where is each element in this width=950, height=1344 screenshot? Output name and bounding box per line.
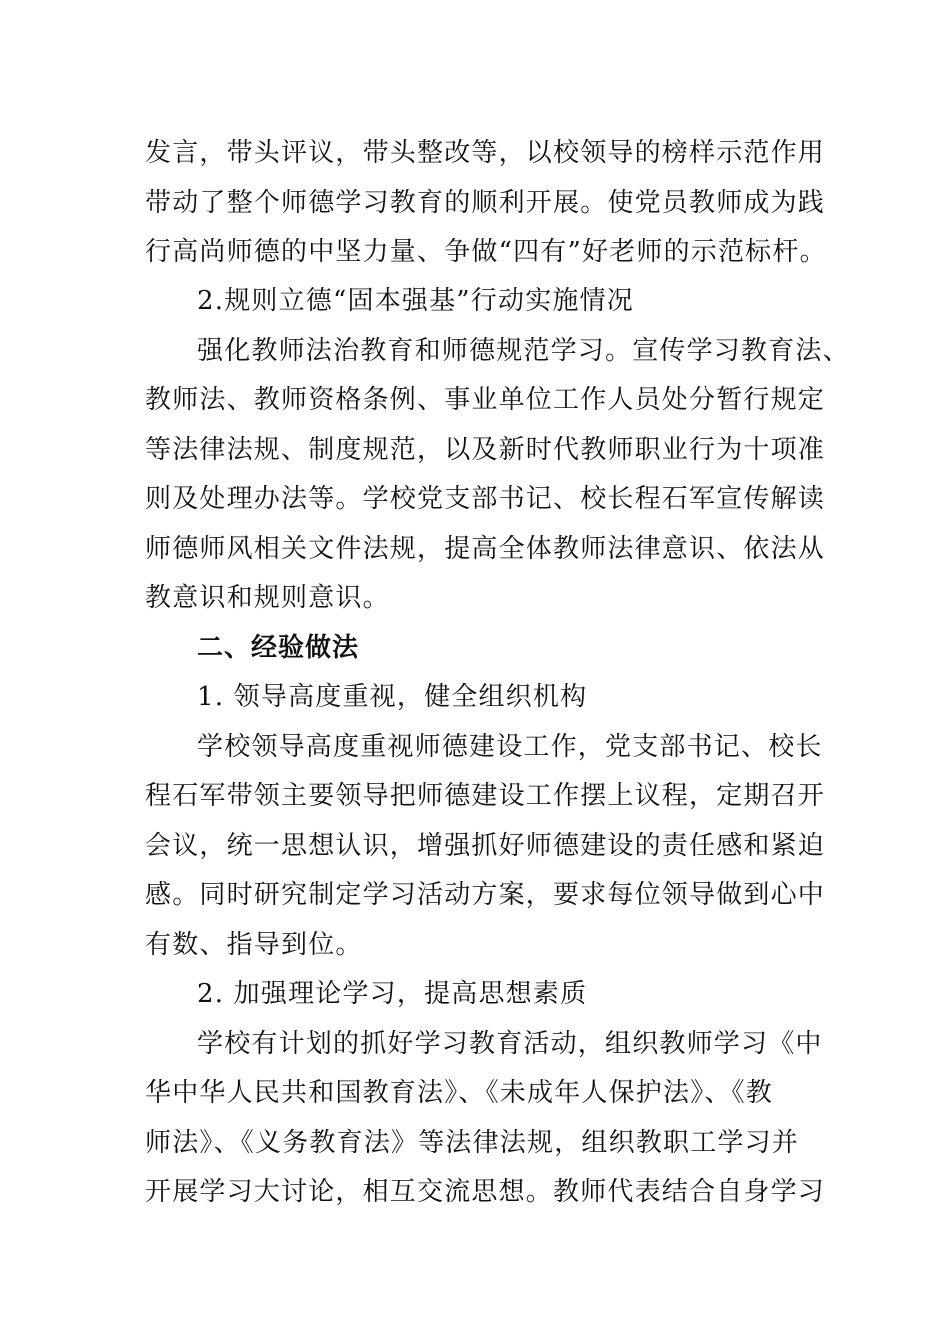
text-line-7: 等法律法规、制度规范，以及新时代教师职业行为十项准: [145, 435, 826, 465]
subheading-theory-study: 2. 加强理论学习，提高思想素质: [197, 979, 588, 1009]
text-line-19: 学校有计划的抓好学习教育活动，组织教师学习《中: [197, 1029, 823, 1059]
text-line-17: 有数、指导到位。: [145, 930, 363, 960]
section-heading-experience: 二、经验做法: [197, 633, 360, 663]
text-line-13: 学校领导高度重视师德建设工作，党支部书记、校长: [197, 732, 823, 762]
text-line-3: 行高尚师德的中坚力量、争做“四有”好老师的示范标杆。: [145, 237, 827, 267]
text-line-14: 程石军带领主要领导把师德建设工作摆上议程，定期召开: [145, 781, 826, 811]
text-line-6: 教师法、教师资格条例、事业单位工作人员处分暂行规定: [145, 385, 826, 415]
subheading-leadership: 1. 领导高度重视，健全组织机构: [197, 682, 588, 712]
text-line-21: 师法》、《义务教育法》等法律法规，组织教职工学习并: [145, 1128, 800, 1158]
text-line-16: 感。同时研究制定学习活动方案，要求每位领导做到心中: [145, 880, 826, 910]
text-line-10: 教意识和规则意识。: [145, 583, 390, 613]
text-line-8: 则及处理办法等。学校党支部书记、校长程石军宣传解读: [145, 484, 826, 514]
text-line-9: 师德师风相关文件法规，提高全体教师法律意识、依法从: [145, 534, 826, 564]
text-line-22: 开展学习大讨论，相互交流思想。教师代表结合自身学习: [145, 1177, 826, 1207]
text-line-2: 带动了整个师德学习教育的顺利开展。使党员教师成为践: [145, 188, 826, 218]
text-line-1: 发言，带头评议，带头整改等，以校领导的榜样示范作用: [145, 138, 826, 168]
text-line-20: 华中华人民共和国教育法》、《未成年人保护法》、《教: [145, 1078, 774, 1108]
text-line-15: 会议，统一思想认识，增强抓好师德建设的责任感和紧迫: [145, 831, 826, 861]
text-line-5: 强化教师法治教育和师德规范学习。宣传学习教育法、: [197, 336, 850, 366]
subheading-rules-action: 2.规则立德“固本强基”行动实施情况: [197, 286, 634, 316]
